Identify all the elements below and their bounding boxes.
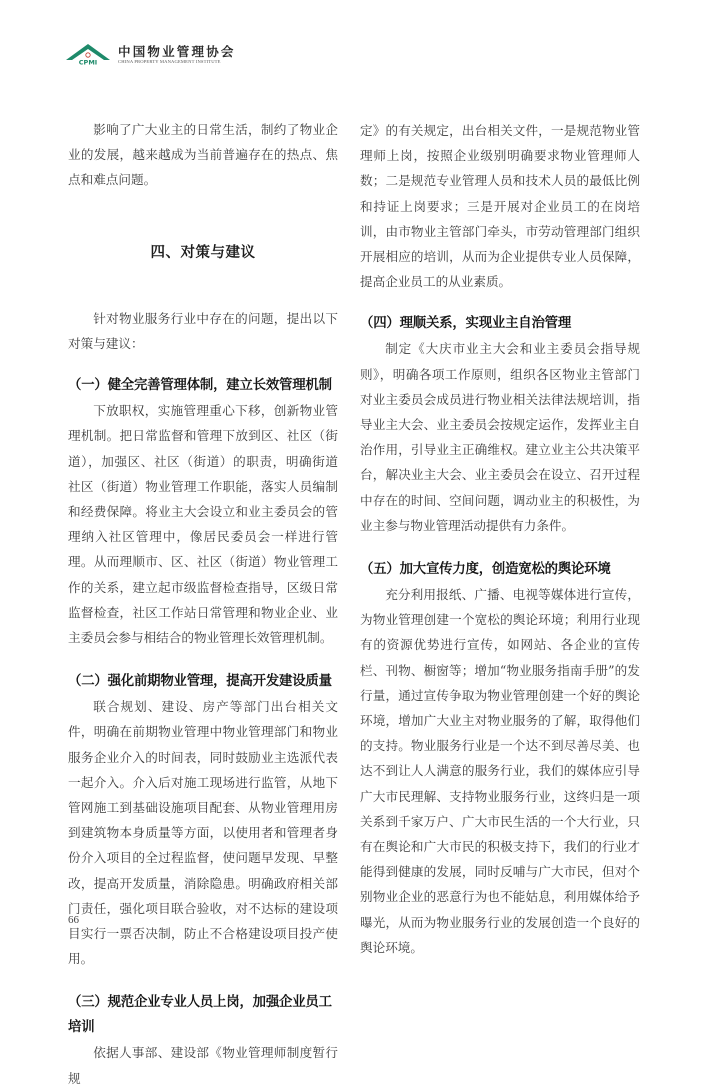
svg-text:CPMI: CPMI xyxy=(78,58,98,66)
subheading-1: （一）健全完善管理体制，建立长效管理机制 xyxy=(68,378,332,394)
section-title: 四、对策与建议 xyxy=(150,244,256,261)
page-number: 66 xyxy=(68,914,79,926)
subsection-3-body-start: 依据人事部、建设部《物业管理师制度暂行规 xyxy=(68,1045,338,1086)
subsection-2-body: 联合规划、建设、房产等部门出台相关文件，明确在前期物业管理中物业管理部门和物业服务企业介入的时间表，同时鼓励业主选派代表一起介入。介入后对施工现场进行监管，从地下管网施工到基础设施项目配套、从物业管理用房到建筑物本身质量等方面，以使用者和管理者身份介入项目的全过程监督，使问题早发现、早整改，提高开发质量，消除隐患。明确政府相关部门责任，强化项目联合验收，对不达标的建设项目实行一票否决制，防止不合格建设项目投产使用。 xyxy=(68,699,338,967)
logo-english-name: CHINA PROPERTY MANAGEMENT INSTITUTE xyxy=(118,59,221,64)
subsection-3-body-continued: 定》的有关规定，出台相关文件，一是规范物业管理师上岗，按照企业级别明确要求物业管理师人数；二是规范专业管理人员和技术人员的最低比例和持证上岗要求；三是开展对企业员工的在岗培训，由市物业主管部门牵头，市劳动管理部门组织开展相应的培训，从而为企业提供专业人员保障，提高企业员工的从业素质。 xyxy=(360,123,640,290)
subheading-2: （二）强化前期物业管理，提高开发建设质量 xyxy=(68,674,332,690)
section-intro: 针对物业服务行业中存在的问题，提出以下对策与建议： xyxy=(68,310,338,352)
right-column xyxy=(360,118,640,960)
logo-chinese-name: 中国物业管理协会 xyxy=(118,44,236,59)
cpmi-logo-icon xyxy=(66,42,110,66)
subheading-4: （四）理顺关系，实现业主自治管理 xyxy=(360,316,572,332)
subheading-3: （三）规范企业专业人员上岗，加强企业员工培训 xyxy=(68,995,332,1036)
subheading-5: （五）加大宣传力度，创造宽松的舆论环境 xyxy=(360,562,611,578)
subsection-5-body: 充分利用报纸、广播、电视等媒体进行宣传，为物业管理创建一个宽松的舆论环境；利用行业现有的资源优势进行宣传，如网站、各企业的宣传栏、刊物、橱窗等；增加“物业服务指南手册”的发行量，通过宣传争取为物业管理创建一个好的舆论环境，增加广大业主对物业服务的了解，取得他们的支持。物业服务行业是一个达不到尽善尽美、也达不到让人人满意的服务行业，我们的媒体应引导广大市民理解、支持物业服务行业，这终归是一项关系到千家万户、广大市民生活的一个大行业，只有在舆论和广大市民的积极支持下，我们的行业才能得到健康的发展，同时反哺与广大市民，但对个别物业企业的恶意行为也不能姑息，利用媒体给予曝光，从而为物业服务行业的发展创造一个良好的舆论环境。 xyxy=(360,587,640,955)
left-column xyxy=(68,117,338,1091)
subsection-4-body: 制定《大庆市业主大会和业主委员会指导规则》，明确各项工作原则，组织各区物业主管部门对业主委员会成员进行物业相关法律法规培训，指导业主大会、业主委员会按规定运作，发挥业主自治作用，引导业主正确维权。建立业主公共决策平台，解决业主大会、业主委员会在设立、召开过程中存在的时间、空间问题，调动业主的积极性，为业主参与物业管理活动提供有力条件。 xyxy=(360,341,640,533)
intro-paragraph: 影响了广大业主的日常生活，制约了物业企业的发展，越来越成为当前普遍存在的热点、焦点和难点问题。 xyxy=(68,122,338,188)
subsection-1-body: 下放职权，实施管理重心下移，创新物业管理机制。把日常监督和管理下放到区、社区（街道），加强区、社区（街道）的职责，明确街道社区（街道）物业管理工作职能，落实人员编制和经费保障。将业主大会设立和业主委员会的管理纳入社区管理中，像居民委员会一样进行管理。从而理顺市、区、社区（街道）物业管理工作的关系，建立起市级监督检查指导，区级日常监督检查，社区工作站日常管理和物业企业、业主委员会参与相结合的物业管理长效管理机制。 xyxy=(68,403,338,646)
